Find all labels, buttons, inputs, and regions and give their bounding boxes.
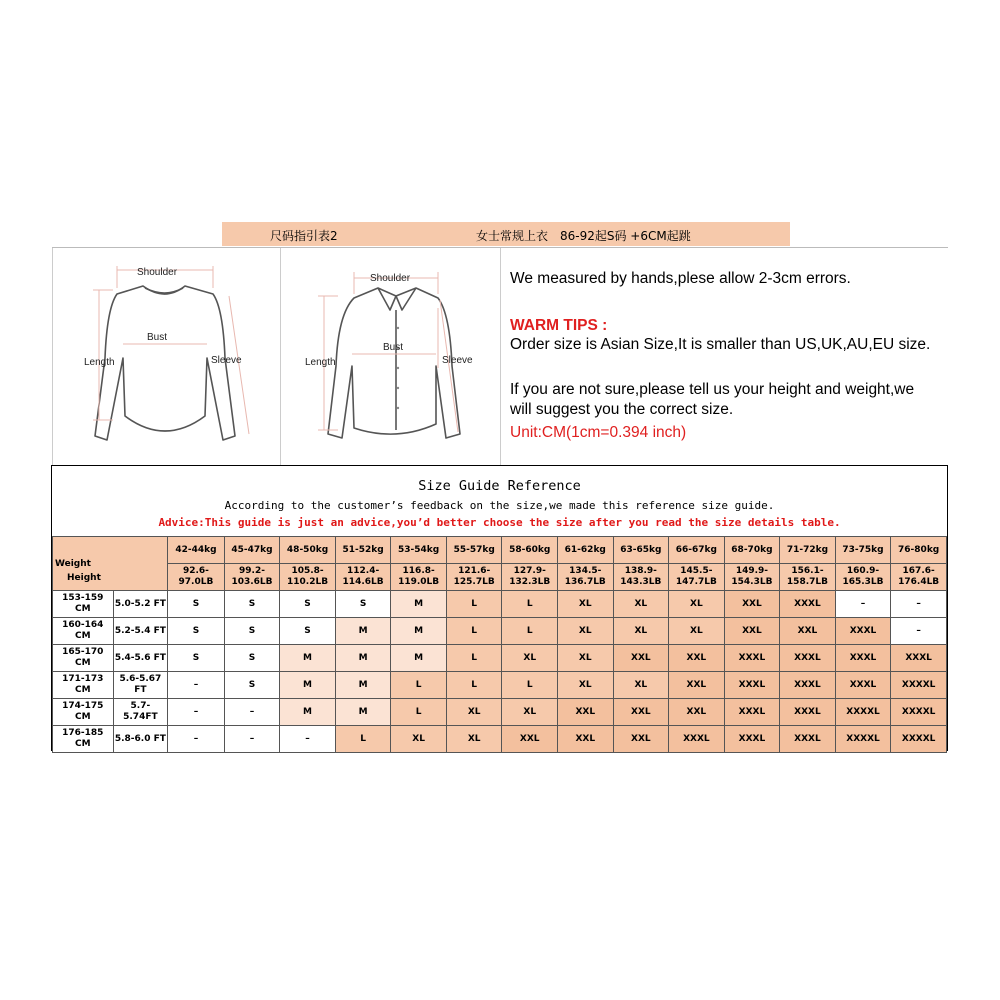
size-cell: L <box>446 645 502 672</box>
weight-lb-header <box>558 564 614 591</box>
cell-text: 5.0-5.2 FT <box>114 598 166 609</box>
size-cell: XXXL <box>780 645 836 672</box>
weight-kg-header: 73-75kg <box>835 537 891 564</box>
tshirt-outline-icon <box>53 248 280 465</box>
weight-kg-header: 71-72kg <box>780 537 836 564</box>
tshirt-bust-label: Bust <box>147 332 168 343</box>
size-cell: S <box>168 645 225 672</box>
size-cell: XXXL <box>780 672 836 699</box>
size-cell: L <box>391 672 447 699</box>
cell-text: 5.8-6.0 FT <box>114 733 166 744</box>
weight-lb-header <box>280 564 336 591</box>
weight-lb-header <box>724 564 780 591</box>
size-guide-subtitle: According to the customer’s feedback on the size,we made this reference size guide. <box>224 499 775 512</box>
cell-text: 165.3LB <box>842 577 884 587</box>
size-cell: XXXXL <box>891 672 947 699</box>
size-cell: XL <box>446 726 502 753</box>
weight-lb-header <box>391 564 447 591</box>
size-cell: XL <box>669 591 725 618</box>
size-guide-box <box>51 465 948 751</box>
size-cell: L <box>335 726 391 753</box>
size-cell: S <box>224 672 280 699</box>
cell-text: 99.2- <box>239 566 265 576</box>
tshirt-shoulder-label: Shoulder <box>137 267 178 278</box>
cell-text: 145.5- <box>680 566 713 576</box>
banner-left-text: 尺码指引表2 <box>270 229 338 243</box>
table-row <box>53 618 947 645</box>
cell-text: 5.6-5.67 <box>119 674 162 684</box>
cell-text: 171-173 <box>62 674 104 684</box>
size-cell: XL <box>391 726 447 753</box>
size-cell: XXL <box>724 618 780 645</box>
weight-lb-header <box>835 564 891 591</box>
cell-text: 176.4LB <box>898 577 940 587</box>
weight-lb-header <box>891 564 947 591</box>
size-cell: XXXL <box>724 726 780 753</box>
size-cell: – <box>891 591 947 618</box>
size-cell: – <box>168 672 225 699</box>
size-cell: L <box>446 591 502 618</box>
cell-text: 92.6- <box>182 566 209 576</box>
size-cell: XXXL <box>780 699 836 726</box>
weight-kg-header: 68-70kg <box>724 537 780 564</box>
size-cell: XXXL <box>835 672 891 699</box>
size-cell: L <box>446 618 502 645</box>
height-cm-cell <box>53 645 114 672</box>
size-cell: XXXL <box>669 726 725 753</box>
weight-kg-header: 53-54kg <box>391 537 447 564</box>
shirt-sleeve-label: Sleeve <box>442 355 473 366</box>
size-cell: XXL <box>613 645 669 672</box>
size-cell: XL <box>558 618 614 645</box>
cell-text: 112.4- <box>346 566 380 576</box>
size-cell: S <box>168 618 225 645</box>
size-cell: L <box>502 591 558 618</box>
size-cell: XXXL <box>835 645 891 672</box>
size-cell: XL <box>613 591 669 618</box>
asian-size-note: Order size is Asian Size,It is smaller than US,UK,AU,EU size. <box>510 336 931 353</box>
size-cell: – <box>891 618 947 645</box>
weight-kg-header: 66-67kg <box>669 537 725 564</box>
suggest-line-1: If you are not sure,please tell us your height and weight,we <box>510 381 915 398</box>
size-cell: M <box>335 699 391 726</box>
cell-text: 149.9- <box>735 566 769 576</box>
size-cell: S <box>224 645 280 672</box>
size-cell: XL <box>558 591 614 618</box>
size-guide-advice: Advice:This guide is just an advice,you’d better choose the size after you read the size details table. <box>158 516 841 529</box>
cell-text: CM <box>75 739 91 749</box>
tshirt-diagram <box>52 248 281 465</box>
cell-text: 153-159 <box>62 593 104 603</box>
cell-text: 156.1- <box>791 566 824 576</box>
size-cell: XXL <box>669 699 725 726</box>
weight-kg-header: 61-62kg <box>558 537 614 564</box>
size-cell: XXL <box>613 726 669 753</box>
cell-text: 103.6LB <box>231 577 273 587</box>
size-guide-title: Size Guide Reference <box>418 478 581 494</box>
unit-note: Unit:CM(1cm=0.394 inch) <box>510 424 687 441</box>
table-row <box>53 591 947 618</box>
weight-kg-header: 45-47kg <box>224 537 280 564</box>
weight-lb-header <box>780 564 836 591</box>
height-cm-cell <box>53 618 114 645</box>
size-cell: XXL <box>502 726 558 753</box>
weight-kg-row <box>53 537 947 564</box>
size-cell: XL <box>669 618 725 645</box>
table-row <box>53 672 947 699</box>
shirt-shoulder-label: Shoulder <box>370 273 411 284</box>
height-ft-cell <box>113 726 168 753</box>
size-cell: XXXL <box>891 645 947 672</box>
measurement-section <box>52 247 948 465</box>
size-cell: L <box>502 672 558 699</box>
size-cell: M <box>335 645 391 672</box>
size-cell: XXL <box>613 699 669 726</box>
weight-lb-header <box>335 564 391 591</box>
weight-kg-header: 51-52kg <box>335 537 391 564</box>
cell-text: 132.3LB <box>509 577 551 587</box>
cell-text: CM <box>75 604 91 614</box>
cell-text: 5.7- <box>130 701 151 711</box>
cell-text: 158.7LB <box>786 577 828 587</box>
table-row <box>53 699 947 726</box>
size-cell: M <box>280 645 336 672</box>
size-cell: XL <box>613 618 669 645</box>
size-cell: L <box>391 699 447 726</box>
height-cm-cell <box>53 699 114 726</box>
cell-text: 147.7LB <box>675 577 717 587</box>
cell-text: 97.0LB <box>178 577 214 587</box>
cell-text: 134.5- <box>569 566 602 576</box>
weight-lb-row <box>53 564 947 591</box>
cell-text: 119.0LB <box>398 577 440 587</box>
height-ft-cell <box>113 699 168 726</box>
size-cell: – <box>168 699 225 726</box>
size-cell: – <box>280 726 336 753</box>
size-cell: S <box>335 591 391 618</box>
size-cell: XXXL <box>724 645 780 672</box>
suggest-line-2: will suggest you the correct size. <box>510 401 734 418</box>
size-cell: XXXXL <box>835 699 891 726</box>
size-cell: XXXL <box>724 672 780 699</box>
size-cell: M <box>335 618 391 645</box>
size-cell: – <box>224 699 280 726</box>
size-cell: L <box>502 618 558 645</box>
weight-lb-header <box>224 564 280 591</box>
weight-kg-header: 55-57kg <box>446 537 502 564</box>
cell-text: 110.2LB <box>287 577 329 587</box>
cell-text: CM <box>75 685 91 695</box>
table-row <box>53 645 947 672</box>
cell-text: 138.9- <box>624 566 657 576</box>
weight-lb-header <box>446 564 502 591</box>
cell-text: 121.6- <box>458 566 491 576</box>
cell-text: 154.3LB <box>731 577 773 587</box>
cell-text: FT <box>134 685 147 695</box>
cell-text: 143.3LB <box>620 577 662 587</box>
size-cell: XXXXL <box>891 726 947 753</box>
size-cell: – <box>168 726 225 753</box>
size-cell: M <box>280 672 336 699</box>
size-cell: M <box>335 672 391 699</box>
size-cell: XXXL <box>724 699 780 726</box>
cell-text: 167.6- <box>902 566 935 576</box>
tshirt-sleeve-label: Sleeve <box>211 355 242 366</box>
size-cell: XXL <box>780 618 836 645</box>
height-cm-cell <box>53 591 114 618</box>
cell-text: 127.9- <box>513 566 546 576</box>
size-cell: S <box>168 591 225 618</box>
cell-text: 5.2-5.4 FT <box>114 625 166 636</box>
cell-text: CM <box>75 658 91 668</box>
cell-text: CM <box>75 712 91 722</box>
cell-text: 165-170 <box>62 647 104 657</box>
height-cm-cell <box>53 726 114 753</box>
warm-tips-title: WARM TIPS : <box>510 317 608 334</box>
banner-right-text: 女士常规上衣 86-92起S码 +6CM起跳 <box>476 229 691 243</box>
size-cell: XXL <box>669 645 725 672</box>
size-cell: XXXXL <box>891 699 947 726</box>
size-cell: XL <box>558 672 614 699</box>
weight-kg-header: 76-80kg <box>891 537 947 564</box>
cell-text: 125.7LB <box>453 577 495 587</box>
shirt-bust-label: Bust <box>383 342 404 353</box>
weight-kg-header: 58-60kg <box>502 537 558 564</box>
weight-kg-header: 48-50kg <box>280 537 336 564</box>
size-cell: XXXL <box>780 726 836 753</box>
size-cell: XL <box>558 645 614 672</box>
cell-text: 116.8- <box>402 566 435 576</box>
weight-height-corner <box>53 537 168 591</box>
size-cell: S <box>224 618 280 645</box>
weight-kg-header: 42-44kg <box>168 537 225 564</box>
weight-lb-header <box>502 564 558 591</box>
height-cm-cell <box>53 672 114 699</box>
size-table <box>52 536 947 753</box>
cell-text: 136.7LB <box>564 577 606 587</box>
shirt-diagram <box>280 248 501 465</box>
size-cell: S <box>280 618 336 645</box>
size-cell: M <box>391 645 447 672</box>
size-cell: S <box>280 591 336 618</box>
size-cell: S <box>224 591 280 618</box>
size-cell: XXXL <box>780 591 836 618</box>
size-cell: XXXL <box>835 618 891 645</box>
measure-note: We measured by hands,plese allow 2-3cm errors. <box>510 270 851 287</box>
shirt-length-label: Length <box>305 357 336 368</box>
height-ft-cell <box>113 591 168 618</box>
size-cell: XXL <box>558 699 614 726</box>
size-cell: XL <box>613 672 669 699</box>
cell-text: 160.9- <box>846 566 880 576</box>
cell-text: 160-164 <box>62 620 104 630</box>
cell-text: 5.4-5.6 FT <box>114 652 166 663</box>
size-cell: XXL <box>669 672 725 699</box>
size-chart-banner <box>222 222 790 246</box>
size-guide-header <box>52 466 947 536</box>
shirt-outline-icon <box>280 248 500 465</box>
size-cell: M <box>280 699 336 726</box>
size-cell: – <box>224 726 280 753</box>
size-cell: XXXXL <box>835 726 891 753</box>
size-cell: – <box>835 591 891 618</box>
table-row <box>53 726 947 753</box>
weight-lb-header <box>613 564 669 591</box>
cell-text: CM <box>75 631 91 641</box>
cell-text: 174-175 <box>62 701 104 711</box>
size-cell: XXL <box>558 726 614 753</box>
size-cell: XL <box>446 699 502 726</box>
height-ft-cell <box>113 645 168 672</box>
corner-height-label: Height <box>67 573 101 583</box>
height-ft-cell <box>113 618 168 645</box>
weight-lb-header <box>168 564 225 591</box>
cell-text: 105.8- <box>291 566 324 576</box>
size-cell: XL <box>502 645 558 672</box>
cell-text: 5.74FT <box>123 712 158 722</box>
size-cell: L <box>446 672 502 699</box>
cell-text: 114.6LB <box>342 577 384 587</box>
height-ft-cell <box>113 672 168 699</box>
size-cell: M <box>391 618 447 645</box>
cell-text: 176-185 <box>62 728 104 738</box>
size-cell: XL <box>502 699 558 726</box>
corner-weight-label: Weight <box>55 559 91 569</box>
weight-lb-header <box>669 564 725 591</box>
size-cell: M <box>391 591 447 618</box>
size-cell: XXL <box>724 591 780 618</box>
weight-kg-header: 63-65kg <box>613 537 669 564</box>
tshirt-length-label: Length <box>84 357 115 368</box>
